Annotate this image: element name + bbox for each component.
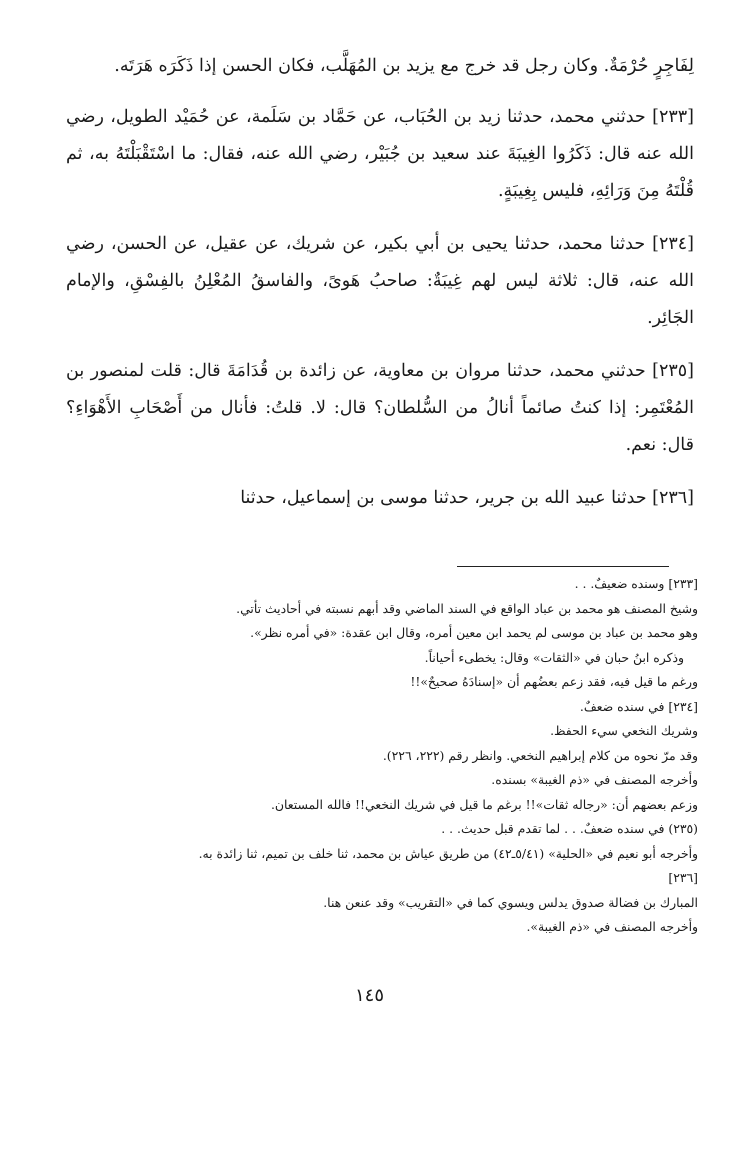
footnote-line: [٢٣٦] — [668, 870, 698, 885]
footnote-divider — [457, 566, 669, 567]
footnote-line: المبارك بن فضالة صدوق يدلس ويسوي كما في «التقريب» وقد عنعن هنا. — [323, 894, 698, 910]
footnote-line: وقد مرّ نحوه من كلام إبراهيم النخعي. وانظر رقم (٢٢٢، ٢٢٦). — [382, 747, 698, 763]
main-text — [66, 48, 694, 533]
footnote-line: وزعم بعضهم أن: «رجاله ثقات»!! برغم ما قيل في شريك النخعي!! فالله المستعان. — [270, 796, 698, 812]
footnote-line: وهو محمد بن عباد بن موسى لم يحمد ابن معين أمره، وقال ابن عقدة: «في أمره نظر». — [250, 625, 698, 640]
page-number: ١٤٥ — [354, 985, 384, 1006]
footnote-line: وأخرجه أبو نعيم في «الحلية» (٥/٤١ـ٤٢) من طريق عياش بن محمد، ثنا خلف بن تميم، ثنا زائدة به. — [198, 845, 698, 861]
paragraph-233: [٢٣٣] حدثني محمد، حدثنا زيد بن الحُبَاب، عن حَمَّاد بن سَلَمة، عن حُمَيْد الطويل، رضي الله عنه قال: ذَكَرُوا الغِيبَةَ عند سعيد بن جُبَيْر، رضي الله عنه، فقال: ما اسْتَقْبَلْتَهُ به، ثم قُلْتَهُ مِنَ وَرَائِهِ، فليس بِغِيبَةٍ. — [66, 107, 694, 201]
footnote-line: (٢٣٥) في سنده ضعفٌ. . . لما تقدم قبل حديث. . . — [441, 821, 698, 836]
footnote-line: ورغم ما قيل فيه، فقد زعم بعضُهم أن «إسنادَهُ صحيحٌ»!! — [410, 674, 698, 689]
footnote-line: وشريك النخعي سيء الحفظ. — [550, 723, 698, 738]
footnote-line: وأخرجه المصنف في «ذم الغيبة». — [526, 919, 698, 934]
footnote-line: [٢٣٣] وسنده ضعيفٌ. . . — [574, 576, 698, 591]
footnote-line: [٢٣٤] في سنده ضعفٌ. — [579, 698, 698, 714]
paragraph-236: [٢٣٦] حدثنا عبيد الله بن جرير، حدثنا موسى بن إسماعيل، حدثنا — [240, 488, 694, 508]
paragraph-continuation: لِفَاجِرٍ حُرْمَةٌ. وكان رجل قد خرج مع يزيد بن المُهَلَّب، فكان الحسن إذا ذَكَرَه هَرَتَه. — [114, 56, 694, 76]
footnote-line: وذكره ابنُ حبان في «الثقات» وقال: يخطىء أحياناً. — [424, 649, 684, 665]
footnote-line: وأخرجه المصنف في «ذم الغيبة» بسنده. — [491, 772, 698, 787]
paragraph-235: [٢٣٥] حدثني محمد، حدثنا مروان بن معاوية، عن زائدة بن قُدَامَةَ قال: قلت لمنصور بن المُعْتَمِر: إذا كنتُ صائماً أنالُ من السُّلطان؟ قال: لا. قلتُ: فأنال من أَصْحَابِ الأَهْوَاءِ؟ قال: نعم. — [66, 361, 694, 455]
paragraph-234: [٢٣٤] حدثنا محمد، حدثنا يحيى بن أبي بكير، عن شريك، عن عقيل، عن الحسن، رضي الله عنه، قال: ثلاثة ليس لهم غِيبَةٌ: صاحبُ هَوىً، والفاسقُ المُعْلِنُ بالفِسْقِ، والإمام الجَائِر. — [66, 234, 694, 328]
footnote-line: وشيخ المصنف هو محمد بن عباد الواقع في السند الماضي وقد أبهم نسبته في أحاديث تأتي. — [236, 600, 698, 616]
footnotes — [48, 572, 698, 940]
